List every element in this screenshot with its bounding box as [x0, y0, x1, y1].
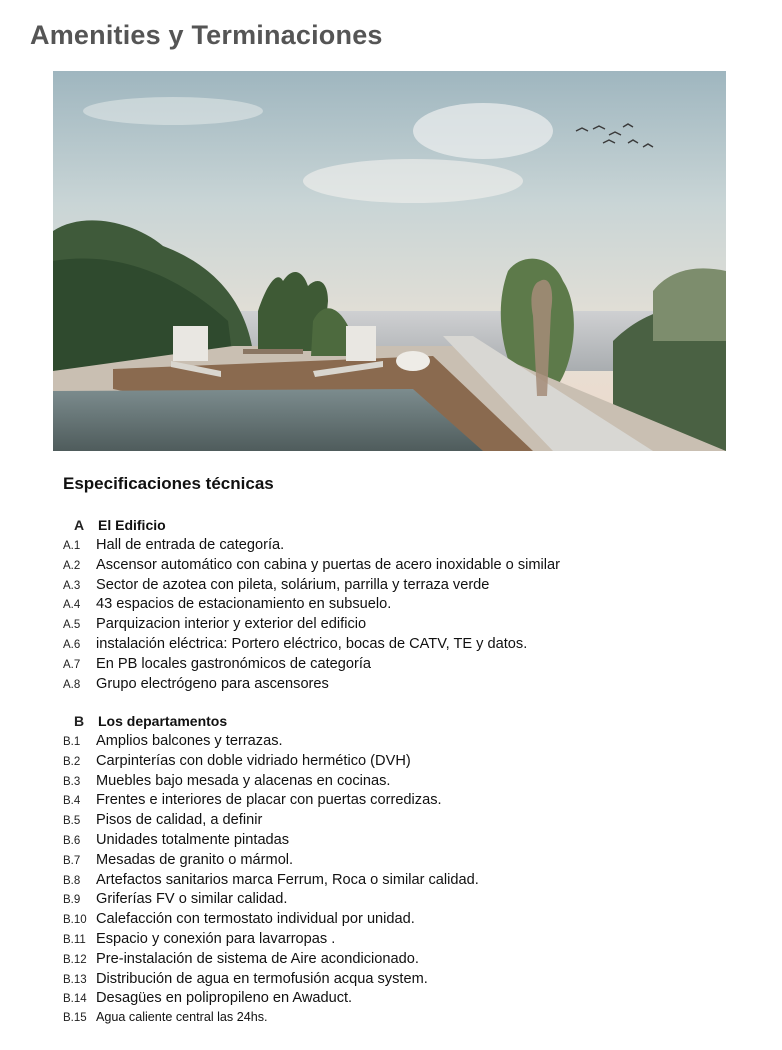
item-code: B.14	[63, 993, 87, 1006]
item-code: B.13	[63, 973, 87, 986]
item-code: A.8	[63, 678, 81, 691]
item-text: Espacio y conexión para lavarropas .	[96, 930, 336, 947]
item-code: A.6	[63, 638, 81, 651]
item-text: Calefacción con termostato individual por unidad.	[96, 911, 415, 928]
list-item	[60, 990, 760, 1010]
list-item	[60, 616, 760, 636]
list-item	[60, 792, 760, 812]
item-code: B.2	[63, 755, 81, 768]
item-text: Sector de azotea con pileta, solárium, parrilla y terraza verde	[96, 576, 490, 593]
section-el-edificio	[60, 517, 760, 695]
section-name: El Edificio	[98, 517, 166, 533]
item-text: Desagües en polipropileno en Awaduct.	[96, 990, 353, 1007]
section-los-departamentos	[60, 713, 760, 1030]
item-text: Hall de entrada de categoría.	[96, 537, 285, 553]
item-text: Frentes e interiores de placar con puertas corredizas.	[96, 792, 442, 809]
item-text: Ascensor automático con cabina y puertas de acero inoxidable o similar	[96, 556, 561, 573]
item-code: B.6	[63, 834, 81, 847]
item-text: En PB locales gastronómicos de categoría	[96, 655, 372, 672]
list-item	[60, 832, 760, 852]
item-code: B.15	[63, 1012, 87, 1025]
list-item	[60, 753, 760, 773]
list-item	[60, 773, 760, 793]
item-text: instalación eléctrica: Portero eléctrico, bocas de CATV, TE y datos.	[96, 635, 528, 652]
item-text: 43 espacios de estacionamiento en subsuelo.	[96, 596, 392, 613]
list-item	[60, 911, 760, 931]
item-text: Amplios balcones y terrazas.	[96, 733, 283, 749]
item-code: B.12	[63, 953, 87, 966]
item-text: Muebles bajo mesada y alacenas en cocinas.	[96, 772, 391, 789]
list-item	[60, 931, 760, 951]
list-item	[60, 656, 760, 676]
list-item	[60, 733, 760, 753]
item-text: Carpinterías con doble vidriado hermético (DVH)	[96, 752, 411, 769]
item-text: Grupo electrógeno para ascensores	[96, 675, 329, 692]
item-code: A.5	[63, 619, 81, 632]
list-item	[60, 577, 760, 597]
item-text: Agua caliente central las 24hs.	[96, 1010, 268, 1025]
list-item	[60, 676, 760, 696]
item-code: B.3	[63, 775, 81, 788]
item-code: B.8	[63, 874, 81, 887]
item-text: Parquizacion interior y exterior del edificio	[96, 616, 367, 633]
list-item	[60, 596, 760, 616]
item-text: Griferías FV o similar calidad.	[96, 891, 288, 908]
item-text: Artefactos sanitarios marca Ferrum, Roca o similar calidad.	[96, 871, 479, 888]
item-code: A.4	[63, 599, 81, 612]
list-item	[60, 891, 760, 911]
list-item	[60, 951, 760, 971]
item-code: A.1	[63, 540, 81, 552]
section-name: Los departamentos	[98, 713, 228, 729]
spec-title: Especificaciones técnicas	[63, 474, 274, 493]
item-text: Distribución de agua en termofusión acqua system.	[96, 970, 428, 987]
list-item	[60, 537, 760, 557]
item-code: B.4	[63, 795, 81, 808]
item-code: B.9	[63, 894, 81, 907]
item-code: A.2	[63, 559, 81, 572]
item-text: Unidades totalmente pintadas	[96, 831, 290, 848]
item-text: Pre-instalación de sistema de Aire acondicionado.	[96, 950, 419, 967]
section-header	[60, 517, 760, 537]
item-code: B.10	[63, 914, 87, 927]
list-item	[60, 1010, 760, 1030]
page-title: Amenities y Terminaciones	[30, 20, 383, 50]
list-item	[60, 557, 760, 577]
section-letter: B	[73, 713, 85, 729]
list-item	[60, 872, 760, 892]
item-code: B.5	[63, 815, 81, 828]
list-item	[60, 971, 760, 991]
item-text: Pisos de calidad, a definir	[96, 812, 263, 829]
list-item	[60, 636, 760, 656]
item-code: A.7	[63, 658, 81, 671]
item-text: Mesadas de granito o mármol.	[96, 851, 294, 868]
item-code: B.1	[63, 736, 81, 748]
item-code: B.7	[63, 854, 81, 867]
section-header	[60, 713, 760, 733]
list-item	[60, 812, 760, 832]
list-item	[60, 852, 760, 872]
item-code: B.11	[63, 933, 86, 946]
section-letter: A	[73, 517, 85, 533]
item-code: A.3	[63, 579, 81, 592]
rooftop-pool-rendering	[53, 71, 726, 451]
